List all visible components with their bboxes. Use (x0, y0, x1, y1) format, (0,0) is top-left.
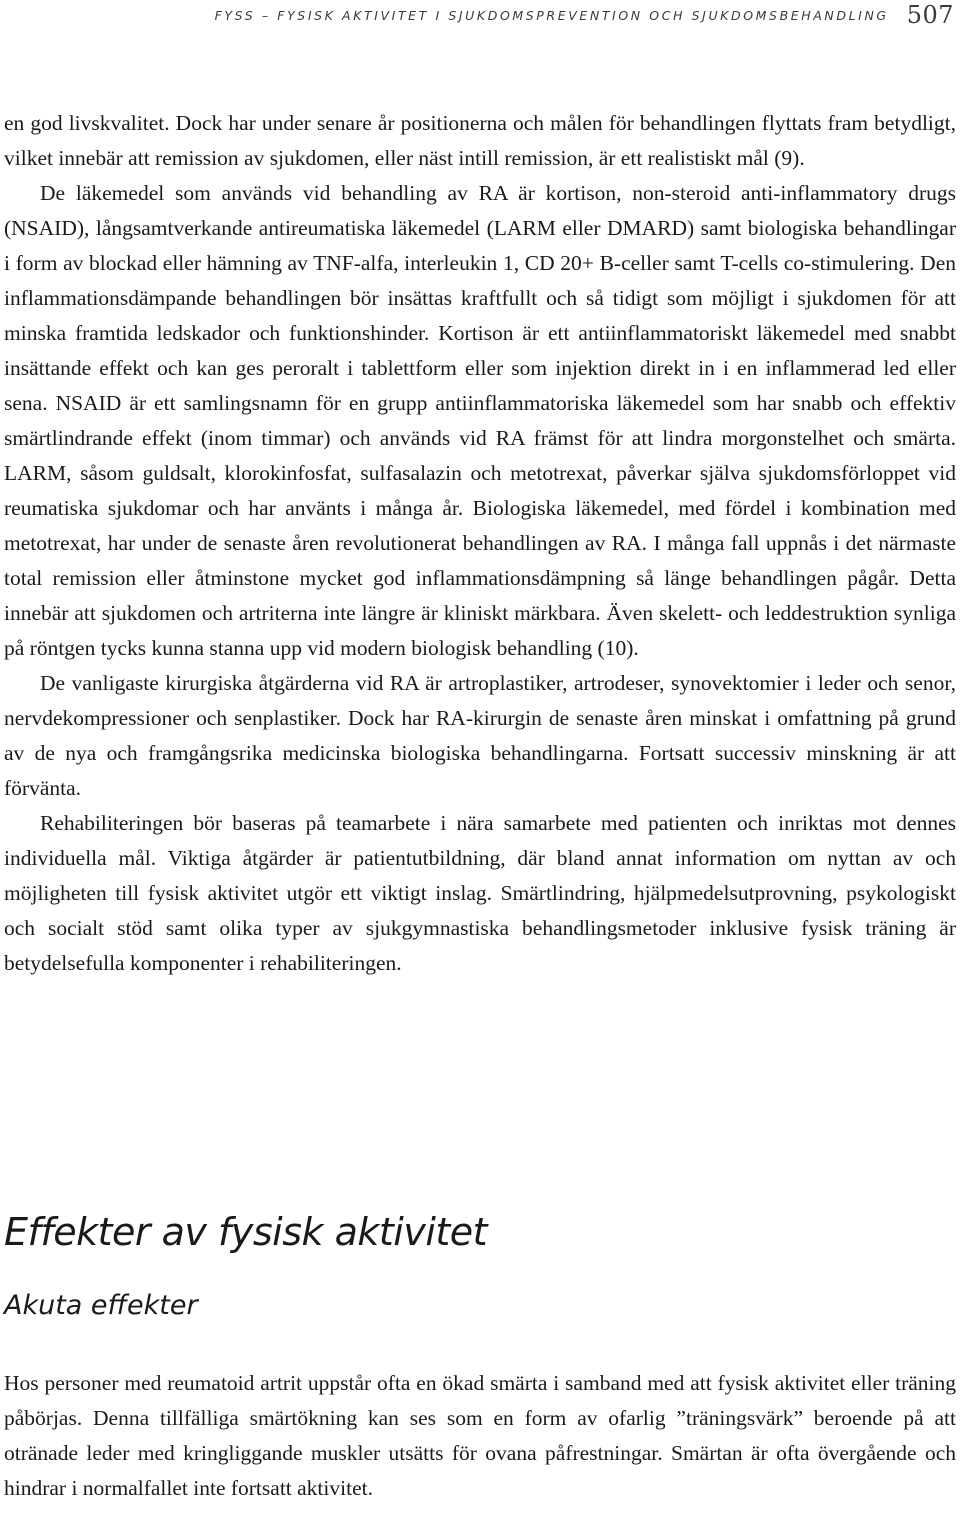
page-number: 507 (906, 1, 954, 29)
paragraph-continuation: en god livskvalitet. Dock har under senare år positionerna och målen för behandlingen flyttats fram betydligt, vilket innebär att remission av sjukdomen, eller näst intill remission, är ett realistiskt mål (9). (4, 111, 956, 170)
body-text (4, 106, 956, 981)
running-header (215, 0, 954, 30)
sub-heading: Akuta effekter (4, 1290, 198, 1321)
paragraph-surgery: De vanligaste kirurgiska åtgärderna vid RA är artroplastiker, artrodeser, synovektomier i leder och senor, nervdekompressioner och senplastiker. Dock har RA-kirurgin de senaste åren minskat i omfattning på grund av de nya och framgångsrika medicinska biologiska behandlingarna. Fortsatt successiv minskning är att förvänta. (4, 671, 956, 800)
paragraph-medication: De läkemedel som används vid behandling av RA är kortison, non-steroid anti-inflammatory drugs (NSAID), långsamtverkande antireumatiska läkemedel (LARM eller DMARD) samt biologiska behandlingar i form av blockad eller hämning av TNF-alfa, interleukin 1, CD 20+ B-celler samt T-cells co-stimulering. Den inflammationsdämpande behandlingen bör insättas kraftfullt och så tidigt som möjligt i sjukdomen för att minska framtida ledskador och funktionshinder. Kortison är ett antiinflammatoriskt läkemedel med snabbt insättande effekt och kan ges peroralt i tablettform eller som injektion direkt in i en inflammerad led eller sena. NSAID är ett samlingsnamn för en grupp antiinflammatoriska läkemedel som har snabb och effektiv smärtlindrande effekt (inom timmar) och används vid RA främst för att lindra morgonstelhet och smärta. LARM, såsom guldsalt, klorokinfosfat, sulfasalazin och metotrexat, påverkar själva sjukdomsförloppet vid reumatiska sjukdomar och har använts i många år. Biologiska läkemedel, med fördel i kombination med metotrexat, har under de senaste åren revolutionerat behandlingen av RA. I många fall uppnås i det närmaste total remission eller åtminstone mycket god inflammationsdämpning så länge behandlingen pågår. Detta innebär att sjukdomen och artriterna inte längre är kliniskt märkbara. Även skelett- och leddestruktion synliga på röntgen tycks kunna stanna upp vid modern biologisk behandling (10). (4, 181, 956, 660)
paragraph-rehabilitation: Rehabiliteringen bör baseras på teamarbete i nära samarbete med patienten och inriktas mot dennes individuella mål. Viktiga åtgärder är patientutbildning, där bland annat information om nyttan av och möjligheten till fysisk aktivitet utgör ett viktigt inslag. Smärtlindring, hjälpmedelsutprovning, psykologiskt och socialt stöd samt olika typer av sjukgymnastiska behandlingsmetoder inklusive fysisk träning är betydelsefulla komponenter i rehabiliteringen. (4, 811, 956, 975)
section-heading: Effekter av fysisk aktivitet (4, 1210, 488, 1254)
section-body-text (4, 1366, 956, 1506)
running-header-title: FYSS – FYSISK AKTIVITET I SJUKDOMSPREVENTION OCH SJUKDOMSBEHANDLING (214, 7, 889, 23)
paragraph-acute-effects: Hos personer med reumatoid artrit uppstår ofta en ökad smärta i samband med att fysisk aktivitet eller träning påbörjas. Denna tillfälliga smärtökning kan ses som en form av ofarlig ”träningsvärk” beroende på att otränade leder med kringliggande muskler utsätts för ovana påfrestningar. Smärtan är ofta övergående och hindrar i normalfallet inte fortsatt aktivitet. (4, 1371, 956, 1500)
